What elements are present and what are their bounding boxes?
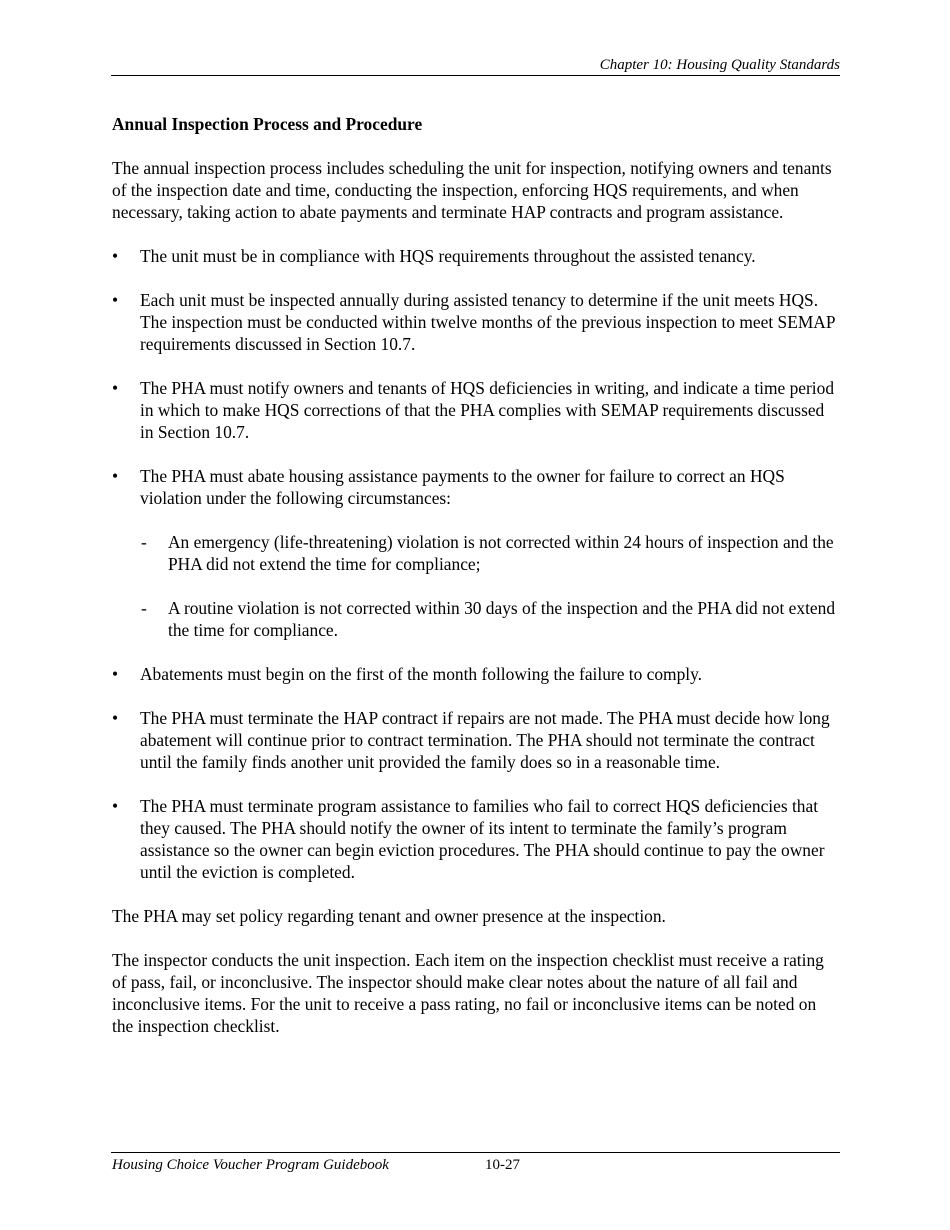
- list-item-text: The PHA must terminate the HAP contract if repairs are not made. The PHA must decide how long abatement will continue prior to contract termination. The PHA should not terminate the contract until the family finds another unit provided the family does so in a reasonable time.: [140, 708, 830, 772]
- list-item-text: The PHA must terminate program assistance to families who fail to correct HQS deficiencies that they caused. The PHA should notify the owner of its intent to terminate the family’s program assistance so the owner can begin eviction procedures. The PHA should continue to pay the owner until the eviction is completed.: [140, 796, 825, 882]
- chapter-title: Chapter 10: Housing Quality Standards: [599, 57, 840, 73]
- bullet-marker: •: [112, 796, 119, 816]
- bullet-marker: •: [112, 664, 119, 684]
- list-item-text: The unit must be in compliance with HQS requirements throughout the assisted tenancy.: [140, 246, 756, 266]
- list-item-text: The PHA must notify owners and tenants of HQS deficiencies in writing, and indicate a time period in which to make HQS corrections of that the PHA complies with SEMAP requirements discussed in Section 10.7.: [140, 378, 835, 442]
- list-item-text: Each unit must be inspected annually during assisted tenancy to determine if the unit meets HQS. The inspection must be conducted within twelve months of the previous inspection to meet SEMAP requirements discussed in Section 10.7.: [140, 290, 835, 354]
- list-item: [112, 465, 840, 509]
- inspection-rating-paragraph: The inspector conducts the unit inspection. Each item on the inspection checklist must receive a rating of pass, fail, or inconclusive. The inspector should make clear notes about the nature of all fail and inconclusive items. For the unit to receive a pass rating, no fail or inconclusive items can be noted on the inspection checklist.: [112, 950, 824, 1036]
- bullet-marker: •: [112, 290, 119, 310]
- list-item: [112, 245, 840, 267]
- page-footer: [111, 1152, 840, 1173]
- bullet-marker: •: [112, 378, 119, 398]
- guidebook-title: Housing Choice Voucher Program Guidebook: [112, 1157, 389, 1173]
- list-item-text: Abatements must begin on the first of the month following the failure to comply.: [140, 664, 703, 684]
- dash-marker: -: [141, 598, 147, 618]
- sub-list-item: [112, 531, 840, 575]
- list-item: [112, 707, 840, 773]
- list-item: [112, 377, 840, 443]
- section-heading: Annual Inspection Process and Procedure: [112, 114, 423, 134]
- bullet-list: [112, 245, 840, 883]
- list-item: [112, 663, 840, 685]
- page-header: [111, 56, 840, 76]
- bullet-marker: •: [112, 708, 119, 728]
- bullet-marker: •: [112, 466, 119, 486]
- sub-list-item-text: A routine violation is not corrected within 30 days of the inspection and the PHA did not extend the time for compliance.: [168, 598, 836, 640]
- list-item: [112, 289, 840, 355]
- intro-paragraph: The annual inspection process includes scheduling the unit for inspection, notifying owners and tenants of the inspection date and time, conducting the inspection, enforcing HQS requirements, and when necessary, taking action to abate payments and terminate HAP contracts and program assistance.: [112, 158, 832, 222]
- list-item: [112, 795, 840, 883]
- sub-list-item: [112, 597, 840, 641]
- list-item-text: The PHA must abate housing assistance payments to the owner for failure to correct an HQS violation under the following circumstances:: [140, 466, 785, 508]
- dash-marker: -: [141, 532, 147, 552]
- page-content: [112, 113, 840, 1059]
- page-number: 10-27: [485, 1157, 520, 1173]
- sub-list-item-text: An emergency (life-threatening) violation is not corrected within 24 hours of inspection and the PHA did not extend the time for compliance;: [168, 532, 834, 574]
- presence-policy-paragraph: The PHA may set policy regarding tenant and owner presence at the inspection.: [112, 906, 666, 926]
- bullet-marker: •: [112, 246, 119, 266]
